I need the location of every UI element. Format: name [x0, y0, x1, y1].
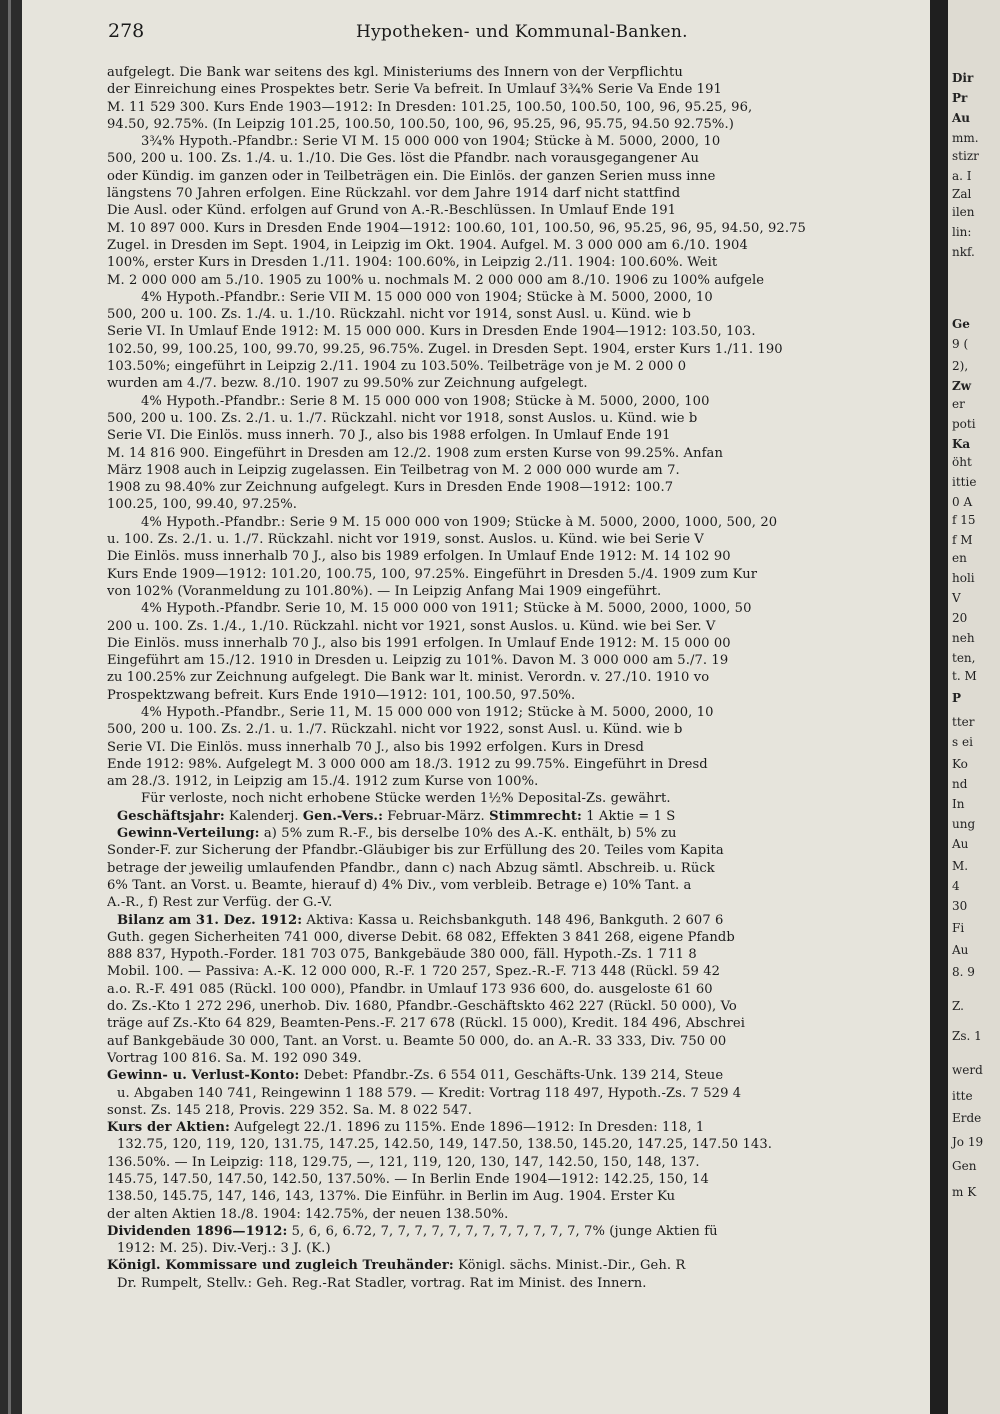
- text-line: 103.50%; eingeführt in Leipzig 2./11. 1904 zu 103.50%. Teilbeträge von je M. 2 000 0: [107, 359, 687, 375]
- text-line: 3¾% Hypoth.-Pfandbr.: Serie VI M. 15 000 000 von 1904; Stücke à M. 5000, 2000, 10: [141, 134, 721, 150]
- text-line: Königl. Kommissare und zugleich Treuhänder: Königl. sächs. Minist.-Dir., Geh. R: [107, 1258, 686, 1274]
- fragment-text: s ei: [952, 735, 973, 749]
- text-line: 4% Hypoth.-Pfandbr., Serie 11, M. 15 000 000 von 1912; Stücke à M. 5000, 2000, 10: [141, 704, 714, 720]
- text-line: der alten Aktien 18./8. 1904: 142.75%, der neuen 138.50%.: [107, 1206, 509, 1222]
- text-line: Zugel. in Dresden im Sept. 1904, in Leipzig im Okt. 1904. Aufgel. M. 3 000 000 am 6./10. 1904: [107, 237, 748, 253]
- fragment-text: nkf.: [952, 245, 975, 259]
- text-line: a.o. R.-F. 491 085 (Rückl. 100 000), Pfandbr. in Umlauf 173 936 600, do. ausgeloste 61 60: [107, 981, 713, 997]
- text-line: Die Einlös. muss innerhalb 70 J., also bis 1989 erfolgen. In Umlauf Ende 1912: M. 14 102 90: [107, 549, 731, 565]
- text-line: 888 837, Hypoth.-Forder. 181 703 075, Bankgebäude 380 000, fäll. Hypoth.-Zs. 1 711 8: [107, 947, 697, 963]
- text-line: 4% Hypoth.-Pfandbr.: Serie 8 M. 15 000 000 von 1908; Stücke à M. 5000, 2000, 100: [141, 393, 710, 409]
- text-line: M. 2 000 000 am 5./10. 1905 zu 100% u. nochmals M. 2 000 000 am 8./10. 1906 zu 100% aufgele: [107, 272, 765, 288]
- body-text: [107, 64, 929, 1394]
- fragment-text: holi: [952, 571, 975, 585]
- text-line: 100.25, 100, 99.40, 97.25%.: [107, 497, 298, 513]
- text-line: 500, 200 u. 100. Zs. 1./4. u. 1./10. Rückzahl. nicht vor 1914, sonst Ausl. u. Künd. wie b: [107, 307, 691, 323]
- fragment-text: Gen: [952, 1159, 977, 1173]
- text-line: 1908 zu 98.40% zur Zeichnung aufgelegt. Kurs in Dresden Ende 1908—1912: 100.7: [107, 480, 674, 496]
- fragment-text: a. I: [952, 169, 972, 183]
- text-line: betrage der jeweilig umlaufenden Pfandbr., dann c) nach Abzug sämtl. Abschreib. u. Rück: [107, 860, 715, 876]
- fragment-text: f M: [952, 533, 973, 547]
- text-line: 4% Hypoth.-Pfandbr.: Serie 9 M. 15 000 000 von 1909; Stücke à M. 5000, 2000, 1000, 500, 20: [141, 514, 778, 530]
- fragment-text: ten,: [952, 651, 976, 665]
- fragment-text: Zal: [952, 187, 972, 201]
- text-line: u. Abgaben 140 741, Reingewinn 1 188 579. — Kredit: Vortrag 118 497, Hypoth.-Zs. 7 529 4: [117, 1085, 742, 1101]
- fragment-text: Au: [952, 111, 971, 125]
- fragment-text: Erde: [952, 1111, 982, 1125]
- fragment-text: 20: [952, 611, 968, 625]
- fragment-text: Au: [952, 943, 969, 957]
- text-line: von 102% (Voranmeldung zu 101.80%). — In Leipzig Anfang Mai 1909 eingeführt.: [107, 583, 662, 599]
- text-line: Eingeführt am 15./12. 1910 in Dresden u. Leipzig zu 101%. Davon M. 3 000 000 am 5./7. 19: [107, 653, 729, 669]
- fragment-text: nd: [952, 777, 968, 791]
- fragment-text: en: [952, 551, 967, 565]
- text-line: M. 10 897 000. Kurs in Dresden Ende 1904—1912: 100.60, 101, 100.50, 96, 95.25, 96, 95, 94.50, 92.75: [107, 220, 806, 236]
- fragment-text: 4: [952, 879, 960, 893]
- fragment-text: mm.: [952, 131, 979, 145]
- text-line: Dr. Rumpelt, Stellv.: Geh. Reg.-Rat Stadler, vortrag. Rat im Minist. des Innern.: [117, 1275, 647, 1291]
- page-edge-shadow: [930, 0, 948, 1414]
- fragment-text: Fi: [952, 921, 965, 935]
- book-spine-gutter: [0, 0, 22, 1414]
- fragment-text: poti: [952, 417, 976, 431]
- fragment-text: itte: [952, 1089, 973, 1103]
- fragment-text: tter: [952, 715, 975, 729]
- text-line: 4% Hypoth.-Pfandbr. Serie 10, M. 15 000 000 von 1911; Stücke à M. 5000, 2000, 1000, 50: [141, 601, 752, 617]
- text-line: A.-R., f) Rest zur Verfüg. der G.-V.: [107, 895, 333, 911]
- text-line: Serie VI. Die Einlös. muss innerh. 70 J., also bis 1988 erfolgen. In Umlauf Ende 191: [107, 428, 671, 444]
- text-line: 145.75, 147.50, 147.50, 142.50, 137.50%. — In Berlin Ende 1904—1912: 142.25, 150, 14: [107, 1172, 709, 1187]
- fragment-text: V: [952, 591, 961, 605]
- text-line: M. 11 529 300. Kurs Ende 1903—1912: In Dresden: 101.25, 100.50, 100.50, 100, 96, 95.25, 96,: [107, 99, 753, 115]
- text-line: Serie VI. In Umlauf Ende 1912: M. 15 000 000. Kurs in Dresden Ende 1904—1912: 103.50, 103.: [107, 324, 756, 340]
- text-line: 500, 200 u. 100. Zs. 2./1. u. 1./7. Rückzahl. nicht vor 1922, sonst Ausl. u. Künd. wie b: [107, 722, 683, 738]
- fragment-text: P: [952, 691, 962, 705]
- text-line: Mobil. 100. — Passiva: A.-K. 12 000 000, R.-F. 1 720 257, Spez.-R.-F. 713 448 (Rückl. 59 42: [107, 964, 721, 980]
- fragment-text: t. M: [952, 669, 977, 683]
- text-line: do. Zs.-Kto 1 272 296, unerhob. Div. 1680, Pfandbr.-Geschäftskto 462 227 (Rückl. 50 000), Vo: [107, 999, 737, 1015]
- page-number: 278: [108, 20, 145, 42]
- text-line: 200 u. 100. Zs. 1./4., 1./10. Rückzahl. nicht vor 1921, sonst Auslos. u. Künd. wie bei Ser. V: [107, 618, 716, 634]
- text-line: zu 100.25% zur Zeichnung aufgelegt. Die Bank war lt. minist. Verordn. v. 27./10. 1910 vo: [107, 670, 710, 686]
- text-line: auf Bankgebäude 30 000, Tant. an Vorst. u. Beamte 50 000, do. an A.-R. 33 333, Div. 750 00: [107, 1033, 727, 1049]
- text-line: Gewinn- u. Verlust-Konto: Debet: Pfandbr.-Zs. 6 554 011, Geschäfts-Unk. 139 214, Steue: [107, 1068, 724, 1084]
- fragment-text: In: [952, 797, 965, 811]
- text-line: März 1908 auch in Leipzig zugelassen. Ein Teilbetrag von M. 2 000 000 wurde am 7.: [107, 462, 680, 478]
- text-line: 500, 200 u. 100. Zs. 1./4. u. 1./10. Die Ges. löst die Pfandbr. nach vorausgegangener Au: [107, 151, 700, 167]
- fragment-text: Ko: [952, 757, 968, 771]
- fragment-text: Au: [952, 837, 969, 851]
- text-line: Sonder-F. zur Sicherung der Pfandbr.-Gläubiger bis zur Erfüllung des 20. Teiles vom Kapita: [107, 843, 724, 859]
- fragment-text: M.: [952, 859, 969, 873]
- fragment-text: Ge: [952, 317, 970, 331]
- fragment-text: werd: [952, 1063, 983, 1077]
- text-line: längstens 70 Jahren erfolgen. Eine Rückzahl. vor dem Jahre 1914 darf nicht stattfind: [107, 186, 681, 202]
- fragment-text: Dir: [952, 71, 974, 85]
- fragment-text: ung: [952, 817, 976, 831]
- text-line: 1912: M. 25). Div.-Verj.: 3 J. (K.): [117, 1241, 331, 1257]
- text-line: 6% Tant. an Vorst. u. Beamte, hierauf d) 4% Div., vom verbleib. Betrage e) 10% Tant. a: [107, 877, 692, 893]
- fragment-text: ittie: [952, 475, 977, 489]
- page-header: [108, 20, 928, 48]
- fragment-text: Ka: [952, 437, 971, 451]
- fragment-text: 0 A: [952, 495, 973, 509]
- text-line: 138.50, 145.75, 147, 146, 143, 137%. Die Einführ. in Berlin im Aug. 1904. Erster Ku: [107, 1189, 676, 1205]
- fragment-text: Zw: [952, 379, 972, 393]
- fragment-text: m K: [952, 1185, 977, 1199]
- text-line: oder Kündig. im ganzen oder in Teilbeträgen ein. Die Einlös. der ganzen Serien muss inne: [107, 168, 716, 184]
- text-line: u. 100. Zs. 2./1. u. 1./7. Rückzahl. nicht vor 1919, sonst. Auslos. u. Künd. wie bei Serie V: [107, 532, 704, 548]
- text-line: Ende 1912: 98%. Aufgelegt M. 3 000 000 am 18./3. 1912 zu 99.75%. Eingeführt in Dresd: [107, 756, 708, 772]
- fragment-text: ilen: [952, 205, 975, 219]
- text-line: Serie VI. Die Einlös. muss innerhalb 70 J., also bis 1992 erfolgen. Kurs in Dresd: [107, 739, 645, 755]
- text-line: 100%, erster Kurs in Dresden 1./11. 1904: 100.60%, in Leipzig 2./11. 1904: 100.60%. Weit: [107, 255, 718, 271]
- text-line: träge auf Zs.-Kto 64 829, Beamten-Pens.-F. 217 678 (Rückl. 15 000), Kredit. 184 496, Abschrei: [107, 1016, 746, 1032]
- fragment-text: öht: [952, 455, 972, 469]
- fragment-text: er: [952, 397, 965, 411]
- fragment-text: lin:: [952, 225, 972, 239]
- text-line: M. 14 816 900. Eingeführt in Dresden am 12./2. 1908 zum ersten Kurse von 99.25%. Anfan: [107, 445, 723, 461]
- text-line: der Einreichung eines Prospektes betr. Serie Va befreit. In Umlauf 3¾% Serie Va Ende 191: [107, 82, 722, 98]
- text-line: Für verloste, noch nicht erhobene Stücke werden 1½% Deposital-Zs. gewährt.: [141, 791, 671, 807]
- fragment-text: f 15: [952, 513, 976, 527]
- fragment-text: Jo 19: [952, 1135, 984, 1149]
- fragment-text: Zs. 1: [952, 1029, 982, 1043]
- fragment-text: stizr: [952, 149, 979, 163]
- text-line: wurden am 4./7. bezw. 8./10. 1907 zu 99.50% zur Zeichnung aufgelegt.: [107, 376, 588, 392]
- text-line: Kurs der Aktien: Aufgelegt 22./1. 1896 zu 115%. Ende 1896—1912: In Dresden: 118, 1: [107, 1120, 705, 1136]
- text-line: Prospektzwang befreit. Kurs Ende 1910—1912: 101, 100.50, 97.50%.: [107, 687, 576, 703]
- fragment-text: Z.: [952, 999, 964, 1013]
- text-line: Geschäftsjahr: Kalenderj. Gen.-Vers.: Februar-März. Stimmrecht: 1 Aktie = 1 S: [117, 808, 676, 824]
- text-line: 500, 200 u. 100. Zs. 2./1. u. 1./7. Rückzahl. nicht vor 1918, sonst Auslos. u. Künd. wie b: [107, 410, 698, 426]
- text-line: 136.50%. — In Leipzig: 118, 129.75, —, 121, 119, 120, 130, 147, 142.50, 150, 148, 137.: [107, 1154, 700, 1170]
- text-line: Dividenden 1896—1912: 5, 6, 6, 6.72, 7, 7, 7, 7, 7, 7, 7, 7, 7, 7, 7, 7, 7% (junge Aktien fü: [107, 1223, 718, 1239]
- adjacent-page-fragment: [948, 0, 1000, 1414]
- text-line: Die Ausl. oder Künd. erfolgen auf Grund von A.-R.-Beschlüssen. In Umlauf Ende 191: [107, 203, 677, 219]
- text-line: Die Einlös. muss innerhalb 70 J., also bis 1991 erfolgen. In Umlauf Ende 1912: M. 15 000 00: [107, 635, 731, 651]
- text-line: am 28./3. 1912, in Leipzig am 15./4. 1912 zum Kurse von 100%.: [107, 774, 539, 790]
- text-line: Gewinn-Verteilung: a) 5% zum R.-F., bis derselbe 10% des A.-K. enthält, b) 5% zu: [117, 826, 677, 842]
- text-line: Kurs Ende 1909—1912: 101.20, 100.75, 100, 97.25%. Eingeführt in Dresden 5./4. 1909 zum Kur: [107, 566, 758, 582]
- fragment-text: neh: [952, 631, 975, 645]
- fragment-text: 9 (: [952, 337, 969, 351]
- text-line: 102.50, 99, 100.25, 100, 99.70, 99.25, 96.75%. Zugel. in Dresden Sept. 1904, erster Kurs 1./11. 190: [107, 341, 783, 357]
- text-line: 94.50, 92.75%. (In Leipzig 101.25, 100.50, 100.50, 100, 96, 95.25, 96, 95.75, 94.50 92.75%.): [107, 116, 734, 132]
- fragment-text: 30: [952, 899, 968, 913]
- fragment-text: 2),: [952, 359, 969, 373]
- fragment-text: 8. 9: [952, 965, 975, 979]
- running-head: Hypotheken- und Kommunal-Banken.: [356, 22, 688, 42]
- text-line: aufgelegt. Die Bank war seitens des kgl. Ministeriums des Innern von der Verpflichtu: [107, 65, 683, 80]
- fragment-text: Pr: [952, 91, 968, 105]
- text-line: Vortrag 100 816. Sa. M. 192 090 349.: [107, 1050, 362, 1066]
- text-line: Guth. gegen Sicherheiten 741 000, diverse Debit. 68 082, Effekten 3 841 268, eigene Pfandb: [107, 929, 735, 945]
- text-line: Bilanz am 31. Dez. 1912: Aktiva: Kassa u. Reichsbankguth. 148 496, Bankguth. 2 607 6: [117, 912, 724, 928]
- text-line: 4% Hypoth.-Pfandbr.: Serie VII M. 15 000 000 von 1904; Stücke à M. 5000, 2000, 10: [141, 289, 713, 305]
- text-line: 132.75, 120, 119, 120, 131.75, 147.25, 142.50, 149, 147.50, 138.50, 145.20, 147.25, 147.50 143.: [117, 1137, 773, 1153]
- text-line: sonst. Zs. 145 218, Provis. 229 352. Sa. M. 8 022 547.: [107, 1102, 473, 1118]
